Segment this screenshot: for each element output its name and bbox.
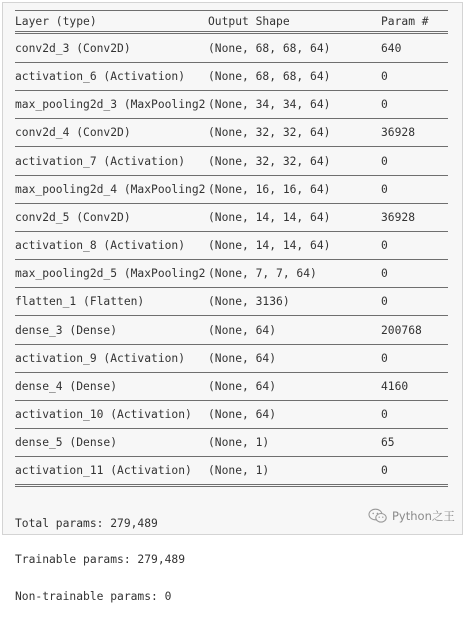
layer-name-cell: activation_7 (Activation) bbox=[15, 154, 186, 168]
layer-name-cell: activation_10 (Activation) bbox=[15, 407, 192, 421]
output-shape-cell: (None, 32, 32, 64) bbox=[208, 126, 331, 140]
layer-name-cell: flatten_1 (Flatten) bbox=[15, 295, 145, 309]
param-count-cell: 0 bbox=[381, 351, 388, 365]
layer-row bbox=[3, 154, 464, 170]
layer-row bbox=[3, 323, 464, 339]
output-shape-cell: (None, 64) bbox=[208, 407, 277, 421]
row-separator bbox=[15, 62, 448, 63]
param-count-cell: 36928 bbox=[381, 126, 416, 140]
layer-name-cell: max_pooling2d_5 (MaxPooling2 bbox=[15, 267, 206, 281]
param-count-cell: 36928 bbox=[381, 210, 416, 224]
layer-row bbox=[3, 351, 464, 367]
param-count-cell: 640 bbox=[381, 42, 402, 55]
row-separator bbox=[15, 372, 448, 373]
layer-name-cell: conv2d_3 (Conv2D) bbox=[15, 42, 131, 55]
param-count-cell: 0 bbox=[381, 267, 388, 281]
param-count-cell: 0 bbox=[381, 239, 388, 253]
layer-row bbox=[3, 210, 464, 226]
layer-row bbox=[3, 435, 464, 451]
param-count-cell: 0 bbox=[381, 464, 388, 478]
layer-row bbox=[3, 125, 464, 141]
layer-name-cell: dense_3 (Dense) bbox=[15, 323, 118, 337]
layer-name-cell: conv2d_4 (Conv2D) bbox=[15, 126, 131, 140]
layer-row bbox=[3, 69, 464, 85]
output-shape-cell: (None, 68, 68, 64) bbox=[208, 42, 331, 55]
layer-name-cell: activation_8 (Activation) bbox=[15, 239, 186, 253]
row-separator bbox=[15, 344, 448, 345]
header-param-count: Param # bbox=[381, 15, 429, 28]
layer-row bbox=[3, 294, 464, 310]
header-rule bbox=[15, 31, 448, 34]
row-separator bbox=[15, 456, 448, 457]
param-count-cell: 65 bbox=[381, 436, 395, 450]
param-count-cell: 0 bbox=[381, 98, 388, 112]
layer-name-cell: dense_5 (Dense) bbox=[15, 436, 118, 450]
output-shape-cell: (None, 3136) bbox=[208, 295, 290, 309]
row-separator bbox=[15, 146, 448, 147]
output-shape-cell: (None, 68, 68, 64) bbox=[208, 70, 331, 84]
output-shape-cell: (None, 7, 7, 64) bbox=[208, 267, 317, 281]
layer-name-cell: activation_9 (Activation) bbox=[15, 351, 186, 365]
output-shape-cell: (None, 16, 16, 64) bbox=[208, 182, 331, 196]
header-output-shape: Output Shape bbox=[208, 15, 290, 28]
output-shape-cell: (None, 32, 32, 64) bbox=[208, 154, 331, 168]
layer-name-cell: dense_4 (Dense) bbox=[15, 379, 118, 393]
param-count-cell: 0 bbox=[381, 70, 388, 84]
output-shape-cell: (None, 64) bbox=[208, 379, 277, 393]
layer-name-cell: activation_11 (Activation) bbox=[15, 464, 192, 478]
trainable-params: Trainable params: 279,489 bbox=[15, 553, 186, 567]
layer-row bbox=[3, 463, 464, 479]
row-separator bbox=[15, 259, 448, 260]
row-separator bbox=[15, 287, 448, 288]
header-layer: Layer (type) bbox=[15, 15, 97, 28]
param-count-cell: 200768 bbox=[381, 323, 422, 337]
output-shape-cell: (None, 64) bbox=[208, 323, 277, 337]
param-count-cell: 0 bbox=[381, 407, 388, 421]
row-separator bbox=[15, 90, 448, 91]
row-separator bbox=[15, 118, 448, 119]
layer-name-cell: conv2d_5 (Conv2D) bbox=[15, 210, 131, 224]
layer-row bbox=[3, 41, 464, 57]
row-separator bbox=[15, 400, 448, 401]
output-shape-cell: (None, 64) bbox=[208, 351, 277, 365]
watermark-text: Python之王 bbox=[392, 509, 455, 523]
layer-row bbox=[3, 379, 464, 395]
non-trainable-params: Non-trainable params: 0 bbox=[15, 590, 172, 604]
watermark bbox=[368, 508, 455, 524]
output-shape-cell: (None, 14, 14, 64) bbox=[208, 210, 331, 224]
output-shape-cell: (None, 34, 34, 64) bbox=[208, 98, 331, 112]
param-count-cell: 0 bbox=[381, 295, 388, 309]
model-summary-panel bbox=[2, 2, 463, 604]
top-rule bbox=[15, 10, 448, 11]
row-separator bbox=[15, 231, 448, 232]
footer-rule bbox=[15, 484, 448, 487]
param-count-cell: 4160 bbox=[381, 379, 409, 393]
output-shape-cell: (None, 1) bbox=[208, 436, 270, 450]
layer-name-cell: activation_6 (Activation) bbox=[15, 70, 186, 84]
row-separator bbox=[15, 175, 448, 176]
layer-name-cell: max_pooling2d_3 (MaxPooling2 bbox=[15, 98, 206, 112]
layer-row bbox=[3, 407, 464, 423]
param-count-cell: 0 bbox=[381, 154, 388, 168]
param-count-cell: 0 bbox=[381, 182, 388, 196]
layer-row bbox=[3, 238, 464, 254]
totals-block bbox=[15, 493, 185, 628]
layer-row bbox=[3, 97, 464, 113]
wechat-icon bbox=[368, 508, 388, 524]
layer-row bbox=[3, 182, 464, 198]
output-shape-cell: (None, 1) bbox=[208, 464, 270, 478]
layer-name-cell: max_pooling2d_4 (MaxPooling2 bbox=[15, 182, 206, 196]
row-separator bbox=[15, 203, 448, 204]
row-separator bbox=[15, 428, 448, 429]
layer-row bbox=[3, 266, 464, 282]
total-params: Total params: 279,489 bbox=[15, 516, 158, 530]
output-shape-cell: (None, 14, 14, 64) bbox=[208, 239, 331, 253]
row-separator bbox=[15, 315, 448, 316]
